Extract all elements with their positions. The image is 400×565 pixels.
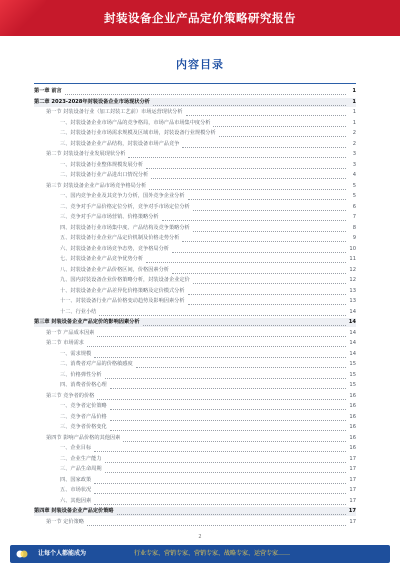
- toc-entry-page: 3: [352, 161, 356, 168]
- toc-entry[interactable]: [34, 119, 356, 128]
- toc-entry-page: 16: [349, 445, 356, 451]
- toc-entry-page: 16: [349, 424, 356, 430]
- toc-leader-dots: [193, 224, 346, 232]
- toc-entry[interactable]: [34, 434, 356, 443]
- toc-entry-page: 1: [352, 88, 356, 94]
- toc-entry[interactable]: [34, 108, 356, 117]
- toc-entry-page: 15: [349, 382, 356, 388]
- toc-leader-dots: [110, 402, 346, 410]
- toc-leader-dots: [213, 119, 346, 127]
- toc-entry-page: 14: [348, 319, 356, 325]
- toc-entry[interactable]: [34, 329, 356, 338]
- toc-entry[interactable]: [34, 276, 356, 285]
- toc-entry[interactable]: [34, 192, 356, 201]
- toc-leader-dots: [117, 507, 346, 515]
- toc-entry[interactable]: [34, 308, 356, 317]
- toc-entry[interactable]: [34, 213, 356, 222]
- toc-entry-title: 二、封装设备行业产品进出口情况分析: [60, 172, 149, 178]
- toc-leader-dots: [151, 171, 346, 179]
- toc-entry[interactable]: [34, 224, 356, 233]
- toc-entry-page: 15: [349, 371, 356, 378]
- toc-entry-title: 第一节 产品成本因素: [46, 329, 95, 336]
- toc-entry-title: 四、封装设备行业市场集中度、产品结构及竞争策略分析: [60, 224, 190, 231]
- toc-leader-dots: [172, 266, 346, 274]
- toc-leader-dots: [123, 434, 346, 442]
- toc-entry-title: 第一章 前言: [34, 88, 62, 94]
- toc-leader-dots: [136, 360, 346, 368]
- toc-leader-dots: [65, 87, 346, 95]
- toc-entry-page: 7: [352, 214, 356, 220]
- toc-entry-page: 17: [348, 508, 356, 514]
- toc-entry-page: 1: [352, 119, 356, 126]
- toc-entry[interactable]: [34, 318, 356, 327]
- toc-entry-page: 1: [352, 98, 356, 105]
- toc-entry[interactable]: [34, 182, 356, 191]
- toc-leader-dots: [146, 161, 346, 169]
- toc-leader-dots: [110, 413, 346, 421]
- toc-entry-page: 14: [349, 308, 356, 315]
- toc-leader-dots: [162, 213, 346, 221]
- toc-entry-title: 一、封装设备企业市场产品的竞争格局，市场产品市场集中度分析: [60, 119, 211, 126]
- toc-entry[interactable]: [34, 245, 356, 254]
- brand-logo-icon: [16, 549, 28, 559]
- toc-entry-title: 第四章 封装设备企业产品定价策略: [34, 508, 114, 514]
- toc-entry-title: 三、竞争者价格变化: [60, 424, 107, 430]
- toc-entry-page: 5: [352, 193, 356, 199]
- toc-leader-dots: [128, 150, 346, 158]
- toc-entry-title: 第三节 封装设备企业产品市场竞争格局分析: [46, 182, 147, 189]
- table-of-contents: [34, 83, 356, 525]
- toc-leader-dots: [188, 297, 346, 305]
- toc-leader-dots: [182, 140, 346, 148]
- toc-entry[interactable]: [34, 371, 356, 380]
- toc-entry-page: 3: [352, 151, 356, 157]
- toc-leader-dots: [87, 518, 346, 526]
- toc-entry[interactable]: [34, 518, 356, 527]
- toc-entry-title: 三、竞争对手产品市场营销、价格策略分析: [60, 214, 159, 220]
- page-number: 2: [198, 534, 202, 540]
- toc-list: [34, 84, 356, 525]
- toc-leader-dots: [143, 318, 346, 326]
- toc-entry[interactable]: [34, 234, 356, 243]
- toc-entry-title: 三、产品生命周期: [60, 466, 102, 472]
- toc-entry[interactable]: [34, 87, 356, 96]
- footer-tagline: 行业专家、营销专家、营销专家、战略专家、运营专家……: [134, 550, 291, 557]
- toc-entry-title: 第二章 2023-2028年封装设备企业市场现状分析: [34, 98, 150, 105]
- toc-entry-title: 第三节 竞争者的价格: [46, 392, 95, 399]
- toc-entry-title: 第二节 封装设备行业发展现状分析: [46, 151, 126, 157]
- toc-leader-dots: [182, 234, 346, 242]
- toc-entry-page: 15: [349, 361, 356, 367]
- toc-leader-dots: [87, 339, 346, 347]
- toc-leader-dots: [94, 350, 346, 358]
- toc-entry-title: 二、消费者对产品的价格敏感度: [60, 361, 133, 367]
- toc-entry-title: 五、市场状况: [60, 487, 92, 493]
- toc-entry-title: 六、封装设备企业市场竞争态势，竞争格局分析: [60, 245, 169, 252]
- toc-entry-page: 16: [349, 413, 356, 420]
- toc-leader-dots: [105, 465, 346, 473]
- toc-entry-page: 12: [349, 277, 356, 283]
- toc-entry[interactable]: [34, 486, 356, 495]
- toc-entry[interactable]: [34, 497, 356, 506]
- toc-entry-page: 12: [349, 266, 356, 273]
- toc-leader-dots: [149, 182, 346, 190]
- toc-entry[interactable]: [34, 455, 356, 464]
- toc-entry-title: 十一、封装设备行业产品价格变动趋势及影响因素分析: [60, 298, 185, 304]
- toc-entry-page: 9: [352, 235, 356, 241]
- toc-leader-dots: [94, 476, 346, 484]
- toc-entry[interactable]: [34, 98, 356, 107]
- toc-entry[interactable]: [34, 465, 356, 474]
- toc-entry-page: 17: [349, 466, 356, 472]
- toc-entry-page: 16: [349, 434, 356, 441]
- toc-entry-page: 17: [349, 455, 356, 462]
- toc-entry-title: 十二、行业小结: [60, 308, 97, 315]
- footer: [0, 541, 400, 565]
- toc-leader-dots: [110, 423, 346, 431]
- toc-entry-page: 2: [352, 130, 356, 136]
- toc-entry-page: 13: [349, 298, 356, 304]
- toc-leader-dots: [193, 276, 346, 284]
- toc-entry-page: 6: [352, 203, 356, 210]
- toc-entry-page: 14: [349, 340, 356, 346]
- toc-entry[interactable]: [34, 392, 356, 401]
- toc-entry[interactable]: [34, 350, 356, 359]
- toc-leader-dots: [105, 455, 346, 463]
- toc-leader-dots: [193, 203, 346, 211]
- toc-leader-dots: [110, 381, 346, 389]
- toc-entry-title: 十、封装设备企业产品差异化价格策略及定价模式分析: [60, 287, 185, 294]
- toc-entry-title: 二、封装设备行业市场需求规模及区域市场，封装设备行业规模分析: [60, 130, 216, 136]
- toc-entry-title: 一、国内竞争企业及其竞争力分析，国外竞争企业分析: [60, 193, 185, 199]
- toc-leader-dots: [219, 129, 346, 137]
- toc-entry-page: 17: [349, 497, 356, 504]
- toc-entry[interactable]: [34, 150, 356, 159]
- footer-slogan: 让每个人都能成为: [38, 550, 87, 557]
- toc-leader-dots: [94, 497, 346, 505]
- toc-entry-title: 第一节 封装设备行业（加工封装工艺前）市场运营现状分析: [46, 109, 183, 115]
- toc-entry-page: 13: [349, 287, 356, 294]
- report-header: [0, 0, 400, 36]
- toc-entry-title: 一、需求规模: [60, 350, 92, 357]
- toc-entry[interactable]: [34, 476, 356, 485]
- toc-entry[interactable]: [34, 161, 356, 170]
- toc-entry-title: 六、其他因素: [60, 497, 92, 504]
- toc-entry-page: 16: [349, 392, 356, 399]
- toc-entry[interactable]: [34, 255, 356, 264]
- toc-entry-title: 三、价格弹性分析: [60, 371, 102, 378]
- toc-entry-title: 第四节 影响产品价格的其他因素: [46, 434, 121, 441]
- toc-entry[interactable]: [34, 444, 356, 453]
- toc-entry[interactable]: [34, 360, 356, 369]
- toc-entry-page: 14: [349, 329, 356, 336]
- toc-entry-title: 一、竞争者定价策略: [60, 403, 107, 409]
- toc-heading: 内容目录: [176, 58, 224, 71]
- toc-leader-dots: [153, 98, 346, 106]
- toc-leader-dots: [146, 255, 346, 263]
- toc-leader-dots: [97, 329, 346, 337]
- toc-entry[interactable]: [34, 140, 356, 149]
- toc-entry-title: 九、国内封装设备企业价格策略分析，封装设备企业定价: [60, 277, 190, 283]
- toc-entry[interactable]: [34, 266, 356, 275]
- toc-entry-title: 八、封装设备企业产品价格区间，价格因素分析: [60, 266, 169, 273]
- toc-entry[interactable]: [34, 171, 356, 180]
- toc-entry[interactable]: [34, 381, 356, 390]
- toc-leader-dots: [188, 287, 346, 295]
- toc-entry[interactable]: [34, 203, 356, 212]
- toc-entry-page: 2: [352, 140, 356, 147]
- toc-entry-title: 第二节 市场需求: [46, 340, 84, 346]
- toc-entry-page: 17: [349, 476, 356, 483]
- toc-entry[interactable]: [34, 297, 356, 306]
- toc-entry-title: 四、国家政策: [60, 476, 92, 483]
- toc-entry-page: 10: [349, 245, 356, 252]
- toc-leader-dots: [99, 308, 346, 316]
- toc-entry-page: 4: [352, 172, 356, 178]
- toc-entry-title: 二、企业生产能力: [60, 455, 102, 462]
- toc-entry[interactable]: [34, 129, 356, 138]
- toc-entry-title: 七、封装设备企业产品竞争优势分析: [60, 256, 144, 262]
- toc-entry-page: 17: [349, 487, 356, 493]
- toc-leader-dots: [186, 108, 346, 116]
- toc-entry-title: 三、封装设备企业产品结构，封装设备市场产品竞争: [60, 140, 180, 147]
- toc-entry-title: 五、封装设备行业企业产品定价机制及价格走势分析: [60, 235, 180, 241]
- toc-entry[interactable]: [34, 423, 356, 432]
- toc-leader-dots: [94, 444, 346, 452]
- toc-entry-page: 11: [349, 256, 356, 262]
- toc-entry-title: 二、竞争者产品价格: [60, 413, 107, 420]
- toc-leader-dots: [172, 245, 346, 253]
- toc-entry-page: 14: [349, 350, 356, 357]
- toc-entry[interactable]: [34, 413, 356, 422]
- toc-entry-title: 二、竞争对手产品价格定位分析，竞争对手市场定位分析: [60, 203, 190, 210]
- toc-entry-title: 第三章 封装设备企业产品定价的影响因素分析: [34, 319, 140, 325]
- toc-entry-page: 17: [349, 518, 356, 525]
- toc-entry[interactable]: [34, 507, 356, 516]
- toc-entry[interactable]: [34, 339, 356, 348]
- toc-entry-page: 16: [349, 403, 356, 409]
- toc-entry-page: 1: [352, 109, 356, 115]
- toc-entry-page: 8: [352, 224, 356, 231]
- toc-entry-title: 四、消费者价格心理: [60, 382, 107, 388]
- toc-entry-page: 5: [352, 182, 356, 189]
- toc-entry[interactable]: [34, 402, 356, 411]
- toc-leader-dots: [94, 486, 346, 494]
- toc-entry[interactable]: [34, 287, 356, 296]
- toc-entry-title: 第一节 定价策略: [46, 518, 84, 525]
- report-title: 封装设备企业产品定价策略研究报告: [104, 11, 296, 25]
- toc-entry-title: 一、企业目标: [60, 445, 92, 451]
- toc-leader-dots: [97, 392, 346, 400]
- toc-entry-title: 一、封装设备行业整体规模发展分析: [60, 161, 144, 168]
- toc-leader-dots: [105, 371, 346, 379]
- toc-leader-dots: [188, 192, 346, 200]
